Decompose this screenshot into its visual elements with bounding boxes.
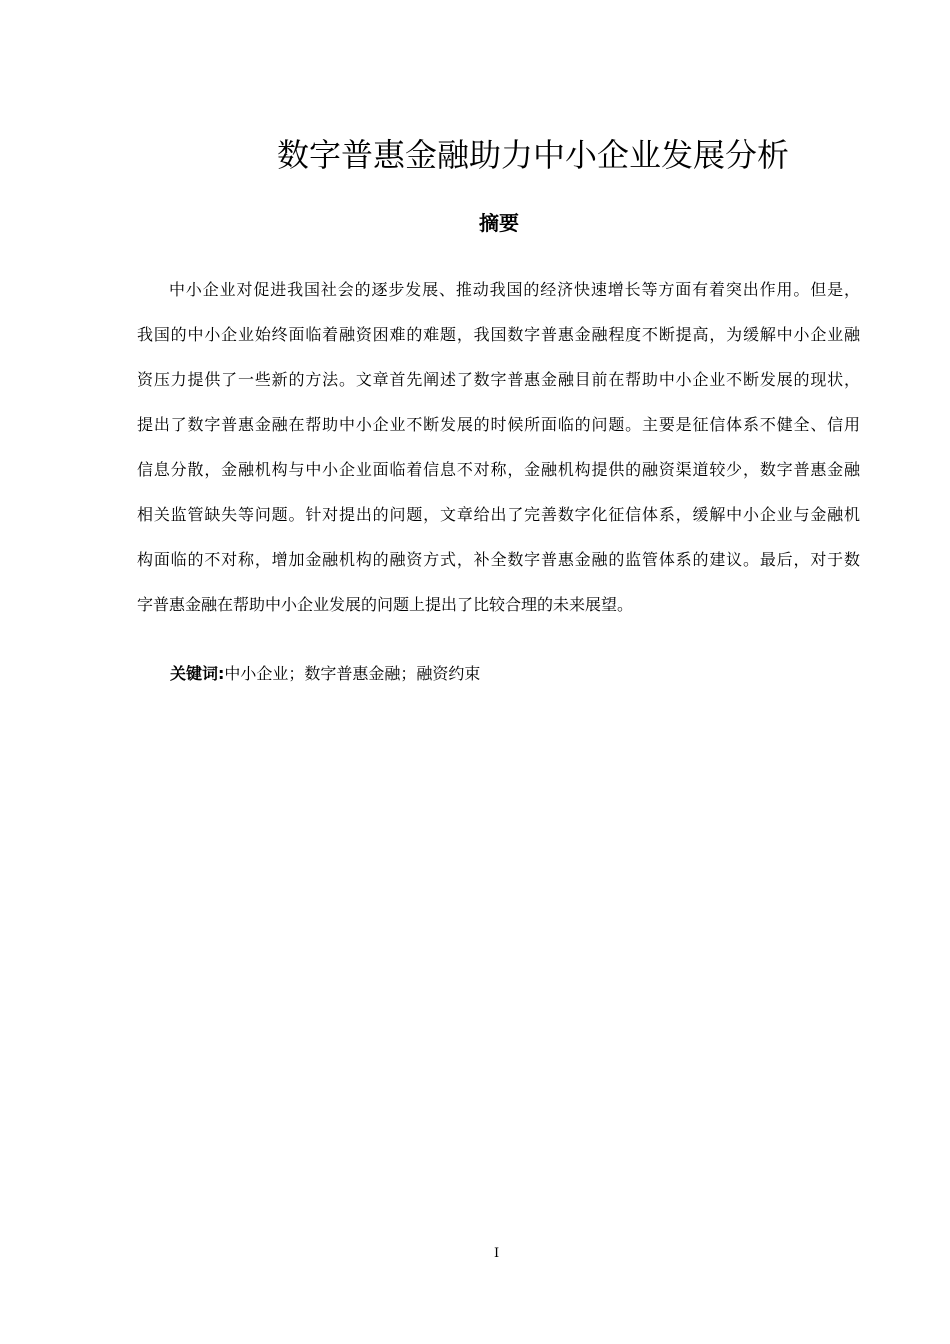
abstract-body <box>137 278 860 638</box>
keywords-value: 中小企业；数字普惠金融；融资约束 <box>224 664 481 683</box>
abstract-line: 字普惠金融在帮助中小企业发展的问题上提出了比较合理的未来展望。 <box>137 595 634 614</box>
abstract-line: 中小企业对促进我国社会的逐步发展、推动我国的经济快速增长等方面有着突出作用。但是， <box>169 280 860 299</box>
keywords-label: 关键词: <box>170 664 225 683</box>
abstract-line: 信息分散，金融机构与中小企业面临着信息不对称，金融机构提供的融资渠道较少，数字普惠金融 <box>137 460 860 479</box>
abstract-line: 相关监管缺失等问题。针对提出的问题，文章给出了完善数字化征信体系，缓解中小企业与金融机 <box>137 505 860 524</box>
abstract-line: 资压力提供了一些新的方法。文章首先阐述了数字普惠金融目前在帮助中小企业不断发展的现状， <box>137 370 860 389</box>
page-number: I <box>494 1246 500 1261</box>
abstract-line: 我国的中小企业始终面临着融资困难的难题，我国数字普惠金融程度不断提高，为缓解中小企业融 <box>137 325 860 344</box>
abstract-heading: 摘要 <box>479 211 519 235</box>
keywords <box>170 661 480 684</box>
abstract-line: 提出了数字普惠金融在帮助中小企业不断发展的时候所面临的问题。主要是征信体系不健全、信用 <box>137 415 860 434</box>
document-title: 数字普惠金融助力中小企业发展分析 <box>276 136 789 174</box>
abstract-line: 构面临的不对称，增加金融机构的融资方式，补全数字普惠金融的监管体系的建议。最后，对于数 <box>137 550 860 569</box>
